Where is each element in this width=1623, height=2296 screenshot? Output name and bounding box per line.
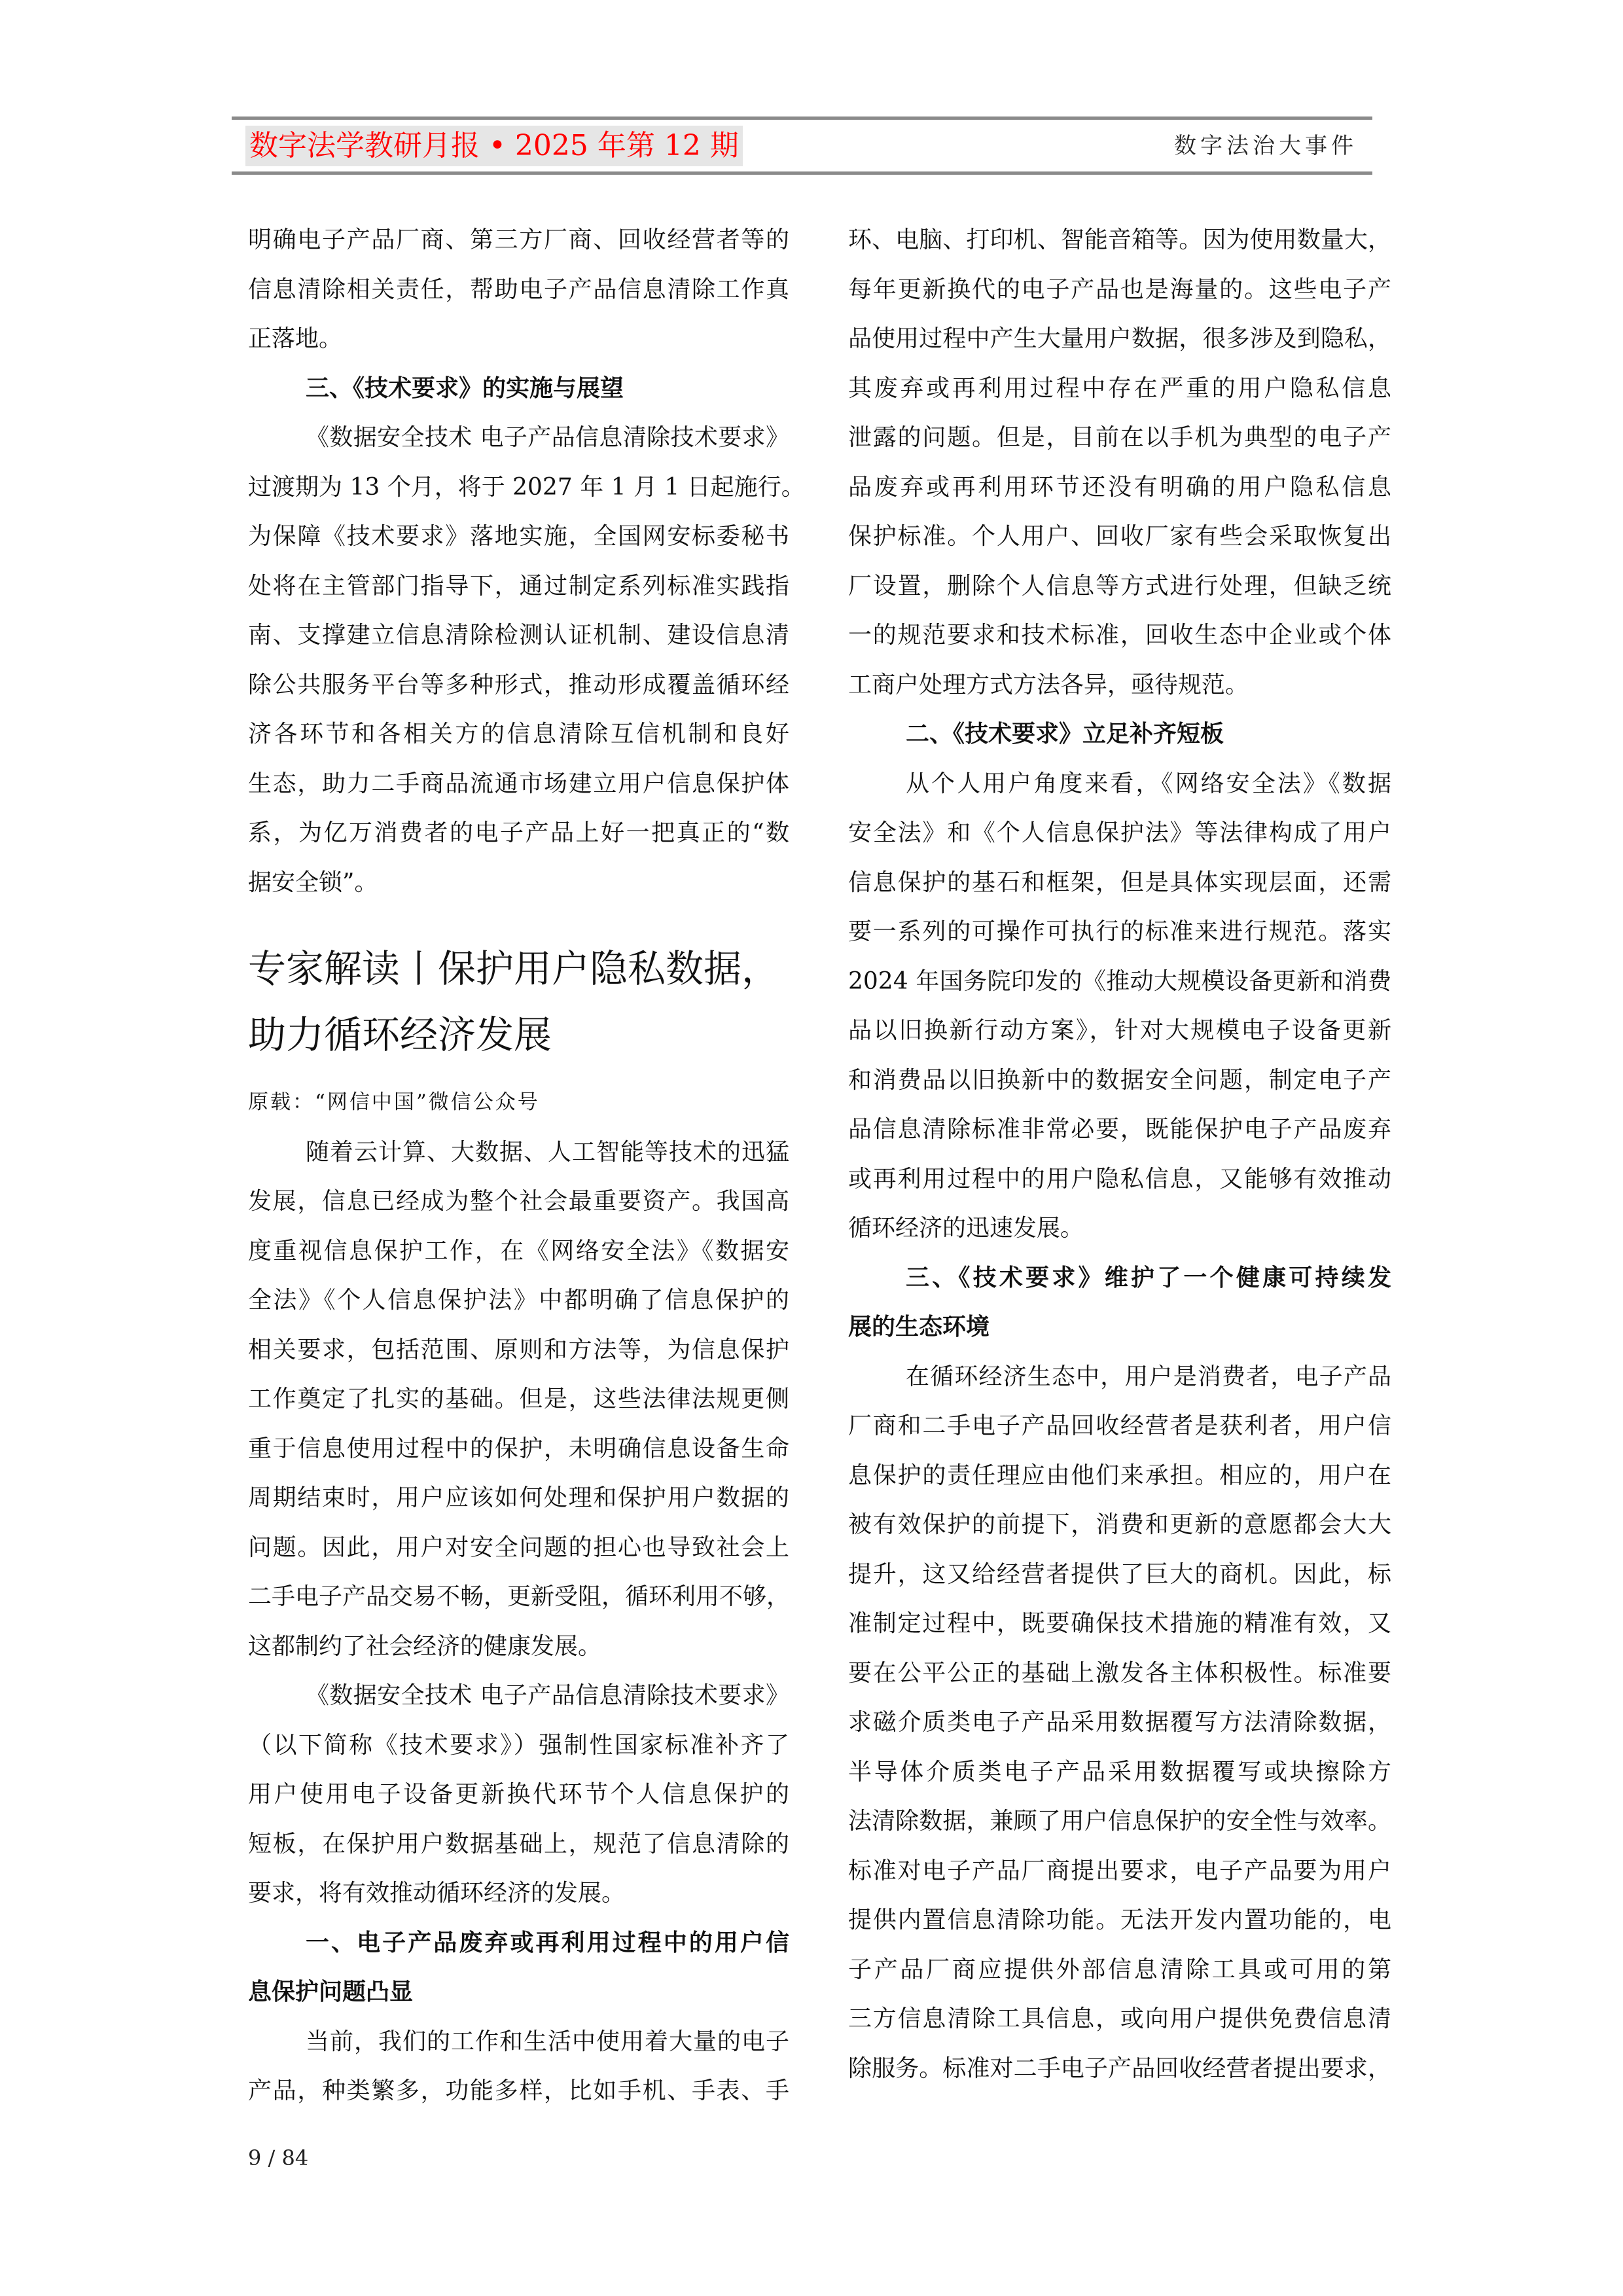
paragraph-line: 《数据安全技术 电子产品信息清除技术要求》 (306, 1682, 789, 1709)
section-heading: 展的生态环境 (848, 1313, 990, 1340)
paragraph-line: 工商户处理方式方法各异，亟待规范。 (848, 671, 1249, 698)
paragraph-line: 2024 年国务院印发的《推动大规模设备更新和消费 (848, 967, 1391, 995)
paragraph-line: 在循环经济生态中，用户是消费者，电子产品 (906, 1363, 1391, 1390)
paragraph-line: 准制定过程中，既要确保技术措施的精准有效，又 (848, 1610, 1391, 1637)
section-heading: 二、《技术要求》立足补齐短板 (906, 720, 1224, 747)
paragraph-line: 明确电子产品厂商、第三方厂商、回收经营者等的 (248, 226, 789, 253)
paragraph-line: 安全法》和《个人信息保护法》等法律构成了用户 (848, 819, 1391, 846)
paragraph-line: 产品，种类繁多，功能多样，比如手机、手表、手 (248, 2077, 789, 2104)
article-title: 专家解读丨保护用户隐私数据， (248, 946, 780, 991)
journal-title: 数字法学教研月报 • 2025 年第 12 期 (245, 126, 743, 166)
paragraph-line: 保护标准。个人用户、回收厂家有些会采取恢复出 (848, 523, 1391, 550)
paragraph-line: 用户使用电子设备更新换代环节个人信息保护的 (248, 1781, 789, 1808)
paragraph-line: 随着云计算、大数据、人工智能等技术的迅猛 (306, 1138, 789, 1166)
paragraph-line: 据安全锁”。 (248, 869, 378, 896)
section-heading: 息保护问题凸显 (248, 1978, 414, 2005)
paragraph-line: 和消费品以旧换新中的数据安全问题，制定电子产 (848, 1066, 1391, 1094)
paragraph-line: 《数据安全技术 电子产品信息清除技术要求》 (306, 424, 789, 451)
paragraph-line: 息保护的责任理应由他们来承担。相应的，用户在 (848, 1462, 1391, 1489)
paragraph-line: 处将在主管部门指导下，通过制定系列标准实践指 (248, 572, 789, 600)
paragraph-line: 除服务。标准对二手电子产品回收经营者提出要求， (848, 2054, 1391, 2082)
left-column (248, 215, 805, 2116)
section-heading: 一、电子产品废弃或再利用过程中的用户信 (306, 1928, 789, 1956)
paragraph-line: 循环经济的迅速发展。 (848, 1215, 1084, 1242)
paragraph-line: 标准对电子产品厂商提出要求，电子产品要为用户 (848, 1857, 1391, 1884)
paragraph-line: 法清除数据，兼顾了用户信息保护的安全性与效率。 (848, 1808, 1391, 1835)
paragraph-line: 其废弃或再利用过程中存在严重的用户隐私信息 (848, 374, 1391, 402)
paragraph-line: 济各环节和各相关方的信息清除互信机制和良好 (248, 721, 789, 747)
paragraph-line: （以下简称《技术要求》）强制性国家标准补齐了 (248, 1731, 789, 1759)
paragraph-line: 品信息清除标准非常必要，既能保护电子产品废弃 (848, 1116, 1391, 1143)
header-top-rule (232, 117, 1372, 120)
paragraph-line: 三方信息清除工具信息，或向用户提供免费信息清 (848, 2005, 1391, 2032)
paragraph-line: 子产品厂商应提供外部信息清除工具或可用的第 (848, 1956, 1391, 1983)
paragraph-line: 周期结束时，用户应该如何处理和保护用户数据的 (248, 1484, 789, 1511)
paragraph-line: 提升，这又给经营者提供了巨大的商机。因此，标 (848, 1560, 1391, 1588)
paragraph-line: 从个人用户角度来看，《网络安全法》《数据 (906, 770, 1391, 797)
paragraph-line: 要求，将有效推动循环经济的发展。 (248, 1880, 626, 1907)
paragraph-line: 品以旧换新行动方案》，针对大规模电子设备更新 (848, 1017, 1391, 1044)
right-column (848, 215, 1391, 2093)
paragraph-line: 提供内置信息清除功能。无法开发内置功能的，电 (848, 1907, 1391, 1933)
section-heading: 三、《技术要求》的实施与展望 (306, 374, 624, 402)
paragraph-line: 品废弃或再利用环节还没有明确的用户隐私信息 (848, 473, 1391, 501)
paragraph-line: 厂设置，删除个人信息等方式进行处理，但缺乏统 (848, 572, 1391, 600)
paragraph-line: 一的规范要求和技术标准，回收生态中企业或个体 (848, 622, 1391, 649)
paragraph-line: 这都制约了社会经济的健康发展。 (248, 1632, 602, 1660)
paragraph-line: 环、电脑、打印机、智能音箱等。因为使用数量大， (848, 226, 1391, 253)
paragraph-line: 厂商和二手电子产品回收经营者是获利者，用户信 (848, 1412, 1391, 1439)
paragraph-line: 当前，我们的工作和生活中使用着大量的电子 (306, 2028, 789, 2055)
paragraph-line: 短板，在保护用户数据基础上，规范了信息清除的 (248, 1830, 789, 1857)
article-source: 原载：“网信中国”微信公众号 (248, 1090, 540, 1114)
paragraph-line: 度重视信息保护工作，在《网络安全法》《数据安 (248, 1237, 789, 1265)
paragraph-line: 问题。因此，用户对安全问题的担心也导致社会上 (248, 1534, 789, 1561)
paragraph-line: 求磁介质类电子产品采用数据覆写方法清除数据， (848, 1709, 1391, 1736)
paragraph-line: 信息保护的基石和框架，但是具体实现层面，还需 (848, 869, 1391, 896)
page-number: 9 / 84 (248, 2145, 309, 2170)
paragraph-line: 相关要求，包括范围、原则和方法等，为信息保护 (248, 1336, 789, 1363)
paragraph-line: 每年更新换代的电子产品也是海量的。这些电子产 (848, 276, 1391, 303)
paragraph-line: 生态，助力二手商品流通市场建立用户信息保护体 (248, 770, 789, 797)
paragraph-line: 要一系列的可操作可执行的标准来进行规范。落实 (848, 918, 1391, 945)
paragraph-line: 或再利用过程中的用户隐私信息，又能够有效推动 (848, 1165, 1391, 1193)
section-title: 数字法治大事件 (1174, 133, 1357, 159)
paragraph-line: 正落地。 (248, 325, 343, 352)
paragraph-line: 发展，信息已经成为整个社会最重要资产。我国高 (248, 1188, 789, 1215)
paragraph-line: 系，为亿万消费者的电子产品上好一把真正的“数 (248, 819, 789, 846)
paragraph-line: 为保障《技术要求》落地实施，全国网安标委秘书 (248, 523, 789, 550)
paragraph-line: 半导体介质类电子产品采用数据覆写或块擦除方 (848, 1758, 1391, 1785)
paragraph-line: 南、支撑建立信息清除检测认证机制、建设信息清 (248, 622, 789, 649)
paragraph-line: 要在公平公正的基础上激发各主体积极性。标准要 (848, 1659, 1391, 1687)
paragraph-line: 泄露的问题。但是，目前在以手机为典型的电子产 (848, 424, 1391, 451)
paragraph-line: 工作奠定了扎实的基础。但是，这些法律法规更侧 (248, 1386, 789, 1412)
paragraph-line: 被有效保护的前提下，消费和更新的意愿都会大大 (848, 1511, 1391, 1538)
paragraph-line: 全法》《个人信息保护法》中都明确了信息保护的 (248, 1287, 789, 1314)
paragraph-line: 过渡期为 13 个月，将于 2027 年 1 月 1 日起施行。 (248, 473, 805, 501)
paragraph-line: 信息清除相关责任，帮助电子产品信息清除工作真 (248, 276, 789, 303)
paragraph-line: 重于信息使用过程中的保护，未明确信息设备生命 (248, 1435, 789, 1462)
paragraph-line: 二手电子产品交易不畅，更新受阻，循环利用不够， (248, 1583, 791, 1610)
article-title: 助力循环经济发展 (248, 1013, 552, 1057)
section-heading: 三、《技术要求》维护了一个健康可持续发 (906, 1263, 1391, 1291)
header-bottom-rule (232, 171, 1372, 175)
paragraph-line: 除公共服务平台等多种形式，推动形成覆盖循环经 (248, 671, 789, 698)
paragraph-line: 品使用过程中产生大量用户数据，很多涉及到隐私， (848, 325, 1391, 352)
